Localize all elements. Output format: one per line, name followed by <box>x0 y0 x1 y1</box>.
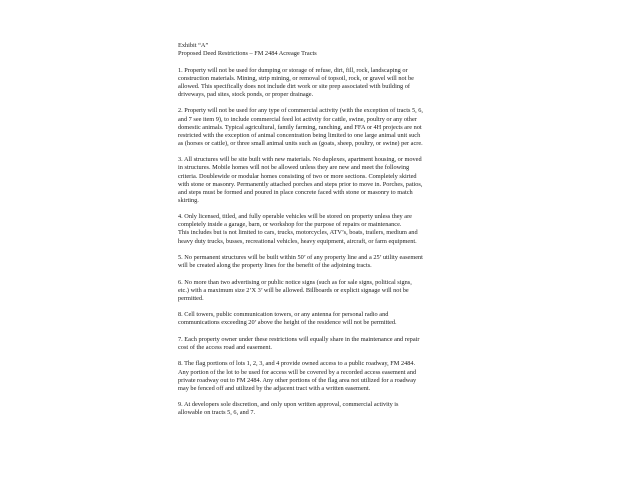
paragraph-line: and 7 see item 9), to include commercial feed lot activity for cattle, swine, poultry or any other <box>178 115 417 123</box>
paragraph-line: 3. All structures will be site built with new materials. No duplexes, apartment housing, or moved <box>178 156 422 164</box>
paragraph-line: private roadway out to FM 2484. Any other portions of the flag area not utilized for a roadway <box>178 376 417 384</box>
exhibit-label: Exhibit “A” <box>178 42 209 49</box>
restriction-paragraph <box>178 107 470 147</box>
restriction-paragraph <box>178 254 470 270</box>
paragraph-line: driveways, pad sites, stock ponds, or proper drainage. <box>178 90 314 98</box>
restriction-paragraph <box>178 311 470 327</box>
paragraph-line: allowed. This specifically does not include dirt work or site prep associated with building of <box>178 82 410 90</box>
paragraph-line: 4. Only licensed, titled, and fully operable vehicles will be stored on property unless they are <box>178 213 412 221</box>
restriction-paragraph <box>178 360 470 392</box>
paragraph-line: This includes but is not limited to cars, trucks, motorcycles, ATV’s, boats, trailers, medium and <box>178 229 418 237</box>
paragraph-line: etc.) with a maximum size 2’X 3’ will be allowed. Billboards or explicit signage will not be <box>178 286 409 294</box>
paragraph-line: 5. No permanent structures will be built within 50’ of any property line and a 25’ utility easement <box>178 254 423 262</box>
paragraph-line: 9. At developers sole discretion, and only upon written approval, commercial activity is <box>178 401 399 409</box>
document-page <box>178 42 470 426</box>
paragraph-line: allowable on tracts 5, 6, and 7. <box>178 409 256 417</box>
paragraph-line: 8. The flag portions of lots 1, 2, 3, and 4 provide owned access to a public roadway, FM 2484. <box>178 360 416 368</box>
paragraph-line: 7. Each property owner under these restrictions will equally share in the maintenance and repair <box>178 335 420 343</box>
document-header <box>178 42 470 58</box>
paragraph-line: construction materials. Mining, strip mining, or removal of topsoil, rock, or gravel will not be <box>178 74 414 82</box>
restriction-paragraph <box>178 213 470 245</box>
paragraph-line: communications exceeding 20’ above the height of the residence will not be permitted. <box>178 319 397 327</box>
paragraph-line: 6. No more than two advertising or public notice signs (such as for sale signs, political signs, <box>178 278 412 286</box>
paragraph-line: as (horses or cattle), or three small animal units such as (goats, sheep, poultry, or swine) per acre. <box>178 139 423 147</box>
paragraph-line: skirting. <box>178 196 199 204</box>
restriction-paragraph <box>178 336 470 352</box>
paragraph-line: in structures. Mobile homes will not be allowed unless they are new and meet the following <box>178 164 410 172</box>
paragraph-line: 1. Property will not be used for dumping or storage of refuse, dirt, fill, rock, landscaping or <box>178 66 408 74</box>
paragraph-line: completely inside a garage, barn, or workshop for the purpose of repairs or maintenance. <box>178 221 402 229</box>
paragraph-line: restricted with the exception of animal concentration being limited to one large animal unit such <box>178 131 421 139</box>
document-title: Proposed Deed Restrictions – FM 2484 Acreage Tracts <box>178 50 317 58</box>
paragraph-line: heavy duty trucks, busses, recreational vehicles, heavy equipment, aircraft, or farm equipment. <box>178 237 417 245</box>
paragraph-line: 8. Cell towers, public communication towers, or any antenna for personal radio and <box>178 311 389 319</box>
restriction-paragraph <box>178 401 470 417</box>
paragraph-line: and steps must be formed and poured in place concrete faced with stone or masonry to match <box>178 188 413 196</box>
paragraph-line: 2. Property will not be used for any type of commercial activity (with the exception of tracts 5, 6, <box>178 107 423 115</box>
paragraph-line: domestic animals. Typical agricultural, family farming, ranching, and FFA or 4H projects are not <box>178 123 422 131</box>
paragraph-line: permitted. <box>178 294 204 302</box>
paragraph-line: may be fenced off and utilized by the adjacent tract with a written easement. <box>178 384 371 392</box>
paragraph-line: cost of the access road and easement. <box>178 343 272 351</box>
restrictions-list <box>178 67 470 418</box>
restriction-paragraph <box>178 67 470 99</box>
paragraph-line: will be created along the property lines for the benefit of the adjoining tracts. <box>178 262 372 270</box>
paragraph-line: Any portion of the lot to be used for access will be covered by a recorded access easement and <box>178 368 417 376</box>
paragraph-line: criteria. Doublewide or modular homes consisting of two or more sections. Completely skirted <box>178 172 417 180</box>
paragraph-line: with stone or masonry. Permanently attached porches and steps prior to move in. Porches, patios, <box>178 180 423 188</box>
restriction-paragraph <box>178 156 470 205</box>
restriction-paragraph <box>178 279 470 303</box>
